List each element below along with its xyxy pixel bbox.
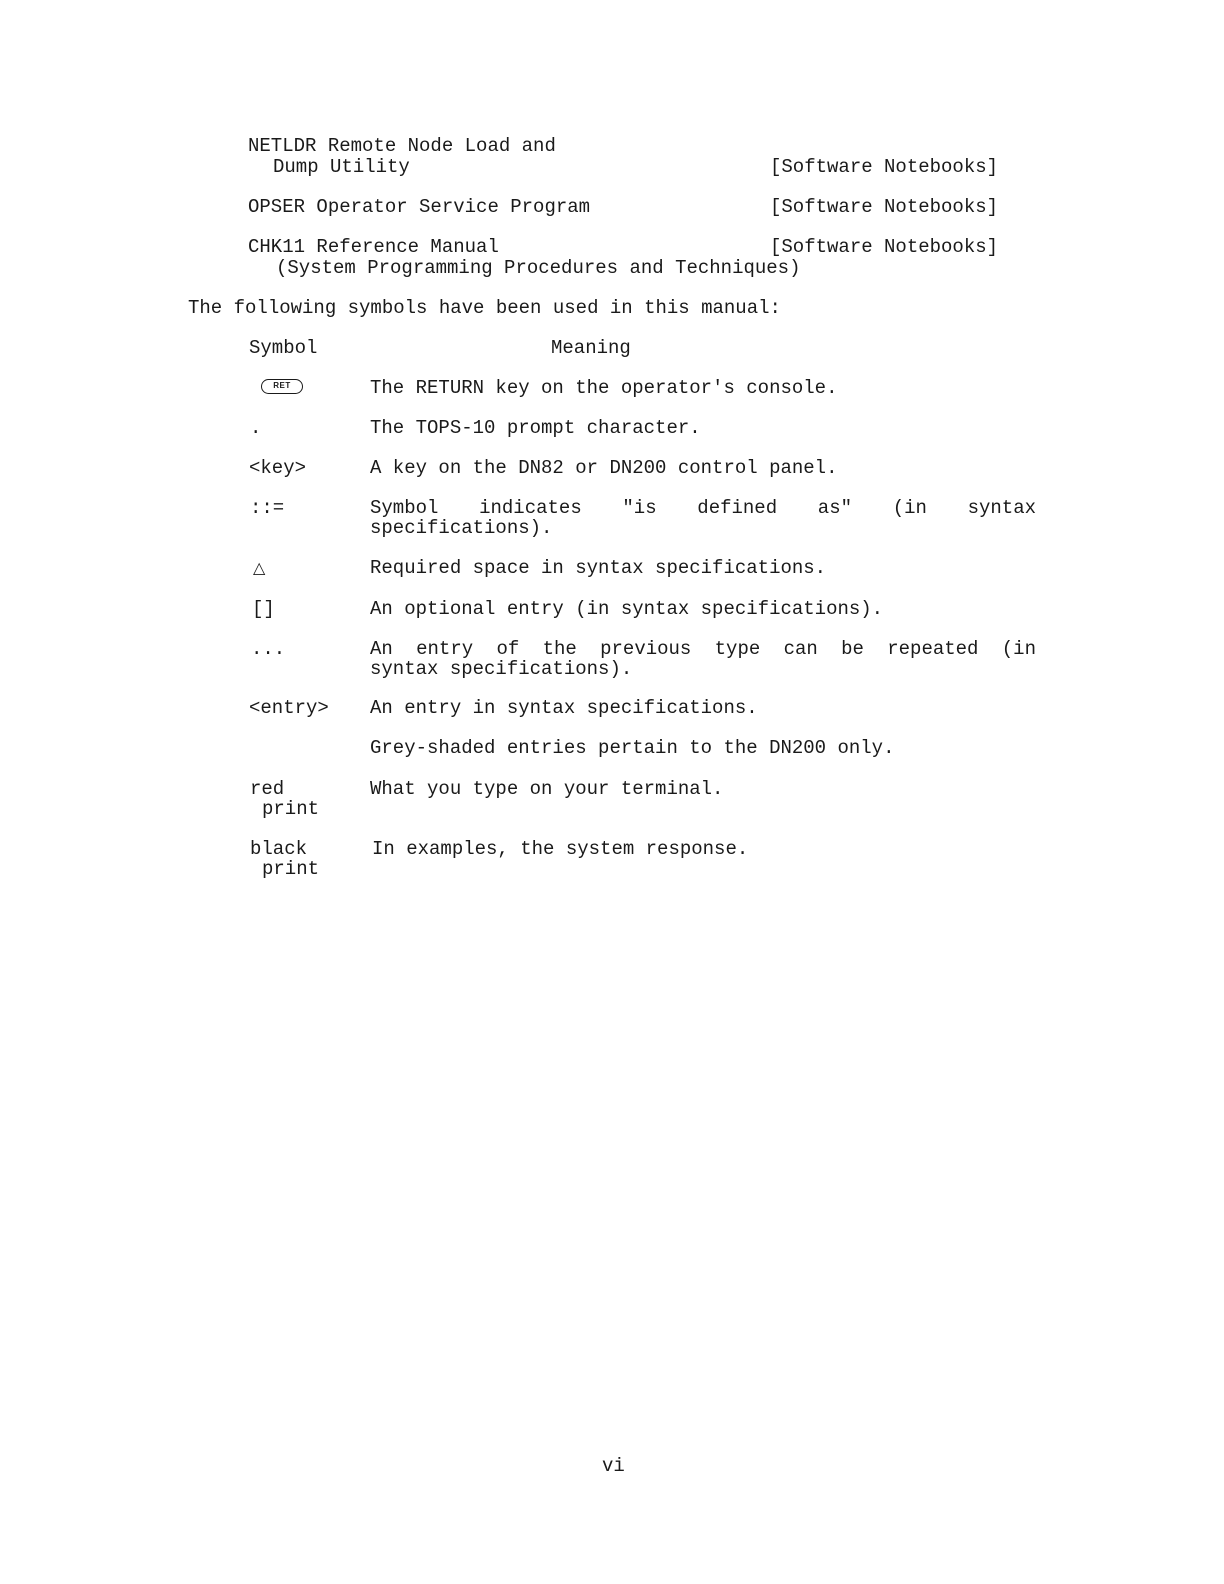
meaning-defined-as-line2: specifications). [370,517,553,539]
symbol-red-line1: red [250,778,285,800]
symbol-defined-as: ::= [250,497,285,519]
symbols-intro: The following symbols have been used in this manual: [188,297,781,319]
symbol-entry: <entry> [249,697,329,719]
ref-netldr-line1: NETLDR Remote Node Load and [248,135,556,157]
symbol-key: <key> [249,457,307,479]
symbol-repeat: ... [251,638,286,660]
header-symbol: Symbol [249,337,318,359]
ref-opser-line1: OPSER Operator Service Program [248,196,591,218]
page-number: vi [602,1455,625,1477]
meaning-required-space: Required space in syntax specifications. [370,557,827,579]
ref-chk11-location: [Software Notebooks] [770,236,999,258]
ref-chk11-line2: (System Programming Procedures and Techniques) [276,257,801,279]
meaning-repeat-line1: An entry of the previous type can be repeated (in [370,638,1036,660]
meaning-prompt: The TOPS-10 prompt character. [370,417,701,439]
meaning-optional: An optional entry (in syntax specifications). [370,598,884,620]
meaning-grey-shaded: Grey-shaded entries pertain to the DN200 only. [370,737,895,759]
return-key-icon: RET [261,379,303,394]
symbol-red-line2: print [262,798,320,820]
meaning-return: The RETURN key on the operator's console. [370,377,838,399]
symbol-prompt: . [250,417,262,439]
symbol-optional: [] [252,598,275,620]
ref-chk11-line1: CHK11 Reference Manual [248,236,499,258]
space-triangle-icon: △ [253,558,266,577]
meaning-red-print: What you type on your terminal. [370,778,724,800]
header-meaning: Meaning [551,337,631,359]
meaning-black-print: In examples, the system response. [372,838,749,860]
meaning-defined-as-line1: Symbol indicates "is defined as" (in syntax [370,497,1036,519]
ref-opser-location: [Software Notebooks] [770,196,999,218]
ref-netldr-location: [Software Notebooks] [770,156,999,178]
meaning-repeat-line2: syntax specifications). [370,658,633,680]
meaning-entry: An entry in syntax specifications. [370,697,758,719]
ref-netldr-line2: Dump Utility [273,156,410,178]
symbol-black-line2: print [262,858,320,880]
symbol-black-line1: black [250,838,308,860]
meaning-key: A key on the DN82 or DN200 control panel. [370,457,838,479]
